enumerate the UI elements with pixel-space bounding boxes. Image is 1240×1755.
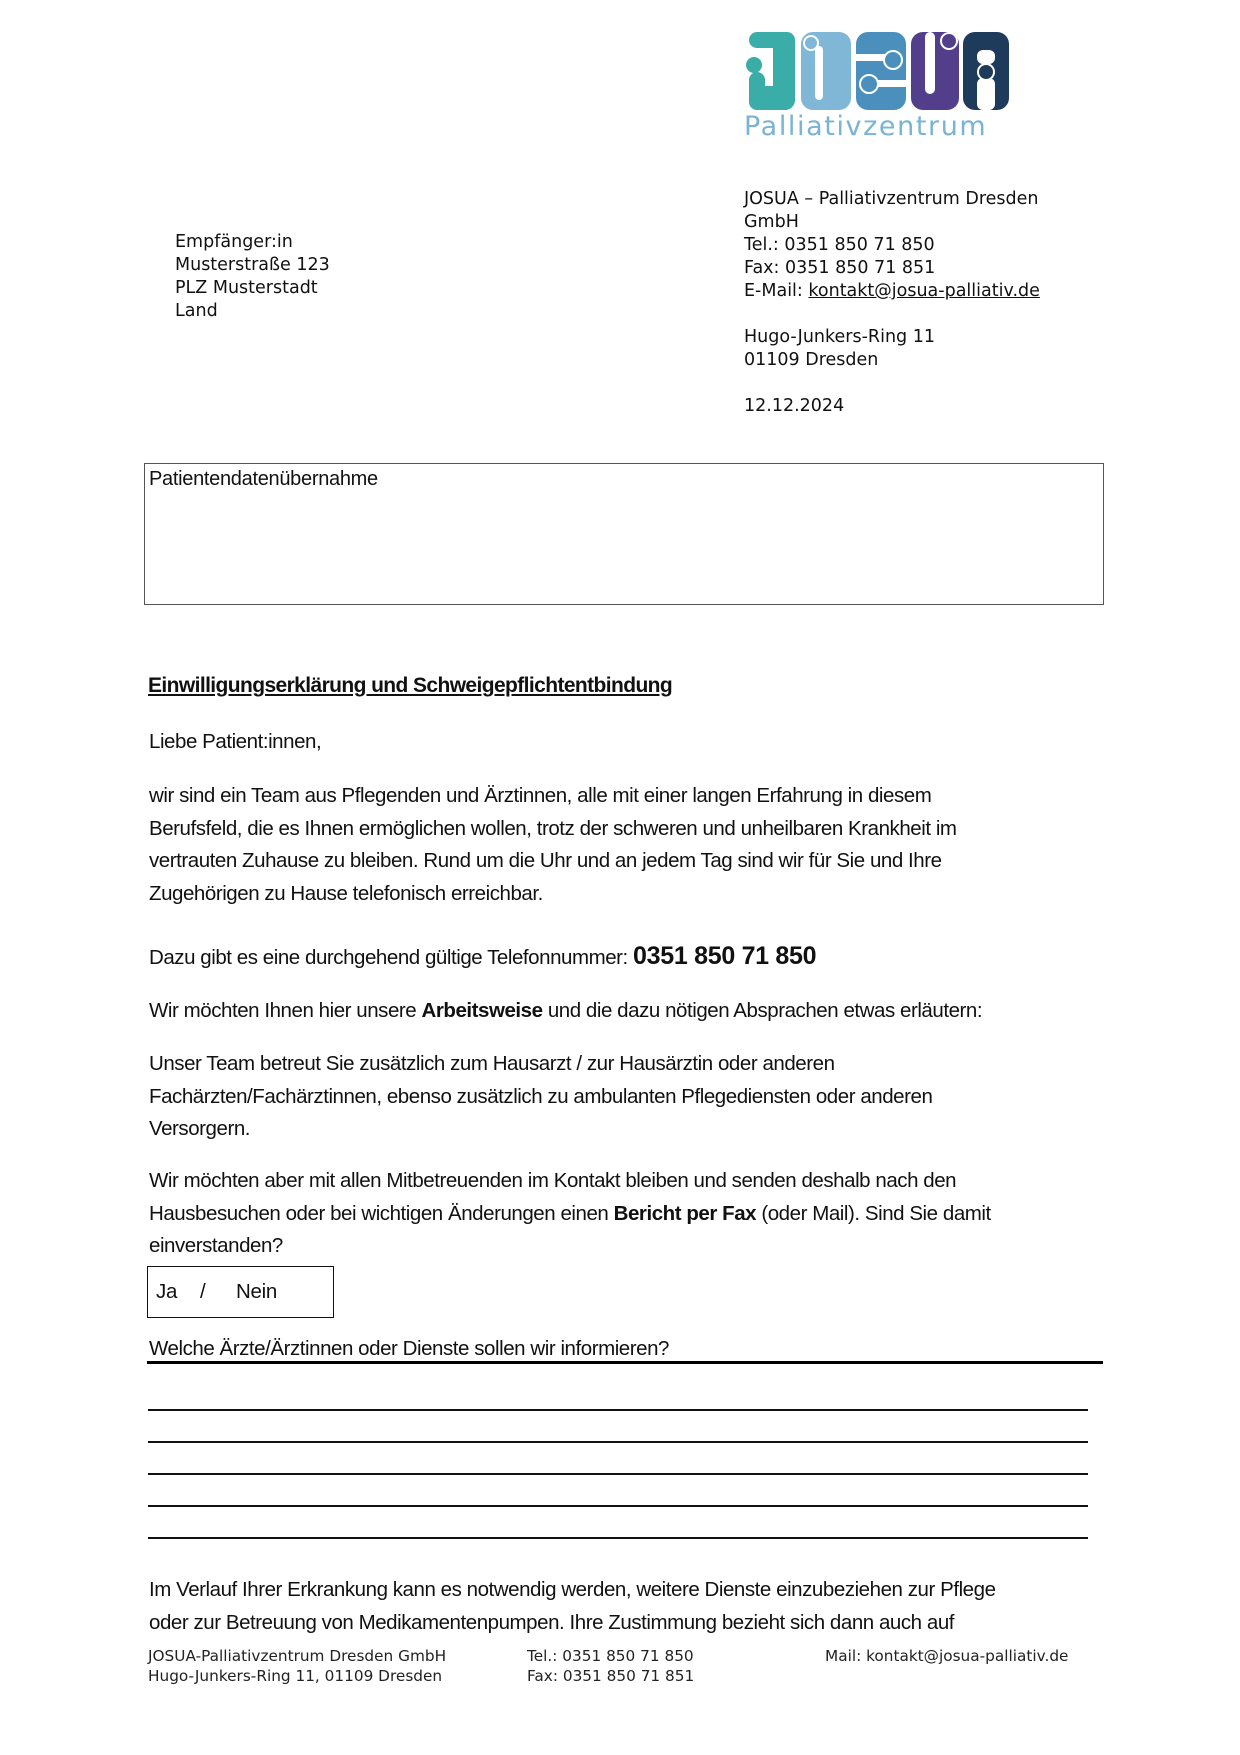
- footer-company-name: JOSUA-Palliativzentrum Dresden GmbH: [148, 1647, 447, 1665]
- subject-text: Patientendatenübernahme: [149, 468, 378, 490]
- sender-email-row: [744, 280, 1040, 303]
- salutation: Liebe Patient:innen,: [149, 730, 322, 753]
- footer-company: [148, 1646, 446, 1686]
- sender-street: Hugo-Junkers-Ring 11: [744, 327, 935, 347]
- text-segment: Hausbesuchen oder bei wichtigen Änderungen einen: [149, 1201, 614, 1225]
- write-in-line-1[interactable]: [148, 1409, 1088, 1411]
- write-in-line-2[interactable]: [148, 1441, 1088, 1443]
- consent-yes-option[interactable]: Ja: [156, 1280, 178, 1303]
- sender-name-line2: GmbH: [744, 212, 799, 232]
- text-segment: und die dazu nötigen Absprachen etwas erläutern:: [542, 999, 983, 1022]
- sender-name-line1: JOSUA – Palliativzentrum Dresden: [744, 189, 1039, 209]
- write-in-line-4[interactable]: [148, 1505, 1088, 1507]
- paragraph-line: Versorgern.: [149, 1117, 251, 1140]
- recipient-country: Land: [175, 301, 218, 321]
- bold-arbeitsweise: Arbeitsweise: [421, 999, 543, 1022]
- consent-no-option[interactable]: Nein: [236, 1280, 277, 1303]
- paragraph-line: Im Verlauf Ihrer Erkrankung kann es notwendig werden, weitere Dienste einzubeziehen zur Pflege: [149, 1578, 996, 1601]
- recipient-address: [175, 231, 330, 323]
- paragraph-phone: [149, 940, 816, 975]
- text-segment: Wir möchten Ihnen hier unsere: [149, 999, 422, 1022]
- paragraph-line: [149, 1198, 991, 1231]
- bold-bericht-per-fax: Bericht per Fax: [613, 1201, 757, 1225]
- footer-phone: Tel.: 0351 850 71 850: [527, 1647, 694, 1665]
- recipient-city: PLZ Musterstadt: [175, 278, 318, 298]
- footer-fax: Fax: 0351 850 71 851: [527, 1667, 695, 1685]
- write-in-line-5[interactable]: [148, 1537, 1088, 1539]
- letter-date: 12.12.2024: [744, 396, 845, 416]
- spacer: [744, 303, 1040, 326]
- paragraph-line: wir sind ein Team aus Pflegenden und Ärztinnen, alle mit einer langen Erfahrung in diesem: [149, 784, 932, 807]
- paragraph-line: vertrauten Zuhause zu bleiben. Rund um die Uhr und an jedem Tag sind wir für Sie und Ihre: [149, 849, 942, 872]
- paragraph-line: Berufsfeld, die es Ihnen ermöglichen wollen, trotz der schweren und unheilbaren Krankheit im: [149, 816, 957, 840]
- recipient-name: Empfänger:in: [175, 232, 293, 252]
- logo-subtitle: Palliativzentrum: [744, 111, 988, 142]
- consent-separator: /: [200, 1280, 206, 1303]
- sender-email-label: E-Mail:: [744, 281, 809, 301]
- footer-company-address: Hugo-Junkers-Ring 11, 01109 Dresden: [148, 1667, 443, 1685]
- text-segment: (oder Mail). Sind Sie damit: [756, 1201, 991, 1225]
- footer-contact: [527, 1646, 694, 1686]
- paragraph-consent: [149, 1165, 991, 1263]
- josua-logo: [743, 30, 1013, 145]
- sender-email-link[interactable]: kontakt@josua-palliativ.de: [808, 281, 1040, 301]
- logo-wordmark-icon: [743, 30, 1009, 112]
- paragraph-team: [149, 1048, 932, 1146]
- hotline-number: 0351 850 71 850: [633, 942, 817, 970]
- paragraph-line: einverstanden?: [149, 1234, 283, 1257]
- sender-fax: Fax: 0351 850 71 851: [744, 258, 936, 278]
- subject-box: [144, 463, 1104, 605]
- paragraph-further-services: [149, 1574, 996, 1639]
- paragraph-line: Fachärzten/Fachärztinnen, ebenso zusätzlich zu ambulanten Pflegediensten oder anderen: [149, 1084, 933, 1108]
- sender-city: 01109 Dresden: [744, 350, 879, 370]
- divider-line: [147, 1361, 1103, 1364]
- paragraph-line: Unser Team betreut Sie zusätzlich zum Hausarzt / zur Hausärztin oder anderen: [149, 1052, 835, 1075]
- paragraph-line: oder zur Betreuung von Medikamentenpumpen. Ihre Zustimmung bezieht sich dann auch auf: [149, 1610, 955, 1634]
- phone-intro-text: Dazu gibt es eine durchgehend gültige Telefonnummer:: [149, 946, 634, 969]
- footer-email[interactable]: Mail: kontakt@josua-palliativ.de: [825, 1647, 1069, 1665]
- sender-phone: Tel.: 0351 850 71 850: [744, 235, 935, 255]
- footer-mail: [825, 1646, 1068, 1666]
- paragraph-workflow: [149, 995, 982, 1028]
- write-in-line-3[interactable]: [148, 1473, 1088, 1475]
- paragraph-line: Wir möchten aber mit allen Mitbetreuenden im Kontakt bleiben und senden deshalb nach den: [149, 1169, 957, 1192]
- paragraph-intro: [149, 780, 957, 910]
- sender-address: [744, 188, 1040, 418]
- spacer: [744, 372, 1040, 395]
- consent-yes-no-box[interactable]: [147, 1266, 334, 1318]
- recipient-street: Musterstraße 123: [175, 255, 330, 275]
- doctors-question: Welche Ärzte/Ärztinnen oder Dienste sollen wir informieren?: [149, 1337, 669, 1360]
- paragraph-line: Zugehörigen zu Hause telefonisch erreichbar.: [149, 881, 543, 905]
- letter-heading: Einwilligungserklärung und Schweigepflichtentbindung: [148, 674, 673, 697]
